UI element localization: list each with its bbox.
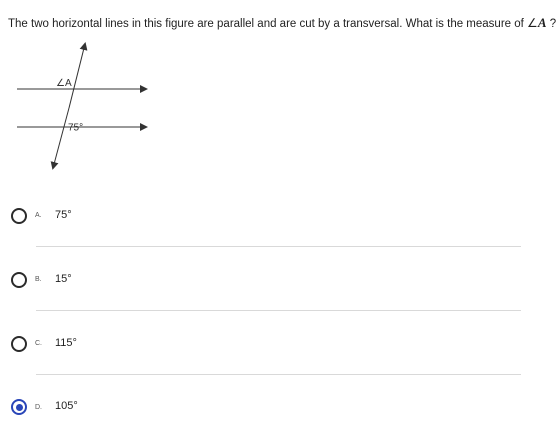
angle-symbol: ∠: [527, 16, 538, 30]
choice-d[interactable]: [0, 377, 521, 439]
choice-a-value: 75°: [55, 209, 72, 221]
angle-a-label: ∠A: [56, 78, 72, 89]
radio-d[interactable]: [11, 399, 27, 415]
choice-a-letter: A.: [35, 212, 42, 219]
radio-b[interactable]: [11, 272, 27, 288]
radio-c[interactable]: [11, 336, 27, 352]
divider-b: [36, 310, 521, 311]
transversal-line-down: [53, 108, 69, 168]
angle-variable: A: [537, 15, 547, 30]
choice-d-value: 105°: [55, 400, 78, 412]
radio-a[interactable]: [11, 208, 27, 224]
choice-b[interactable]: [0, 249, 521, 311]
question-text: [8, 15, 556, 31]
choice-c-value: 115°: [55, 337, 77, 349]
divider-a: [36, 246, 521, 247]
transversal-figure: [10, 38, 155, 173]
choice-b-value: 15°: [55, 273, 72, 285]
question-mark: ?: [549, 18, 556, 30]
choice-b-letter: B.: [35, 276, 42, 283]
question-body: The two horizontal lines in this figure are parallel and are cut by a transversal. What is the measure of: [8, 18, 524, 30]
choice-a[interactable]: [0, 185, 521, 247]
choice-c[interactable]: [0, 313, 521, 375]
angle-75-label: 75°: [68, 122, 84, 134]
choice-c-letter: C.: [35, 340, 42, 347]
choice-d-letter: D.: [35, 404, 42, 411]
divider-c: [36, 374, 521, 375]
transversal-line-up: [69, 44, 85, 108]
